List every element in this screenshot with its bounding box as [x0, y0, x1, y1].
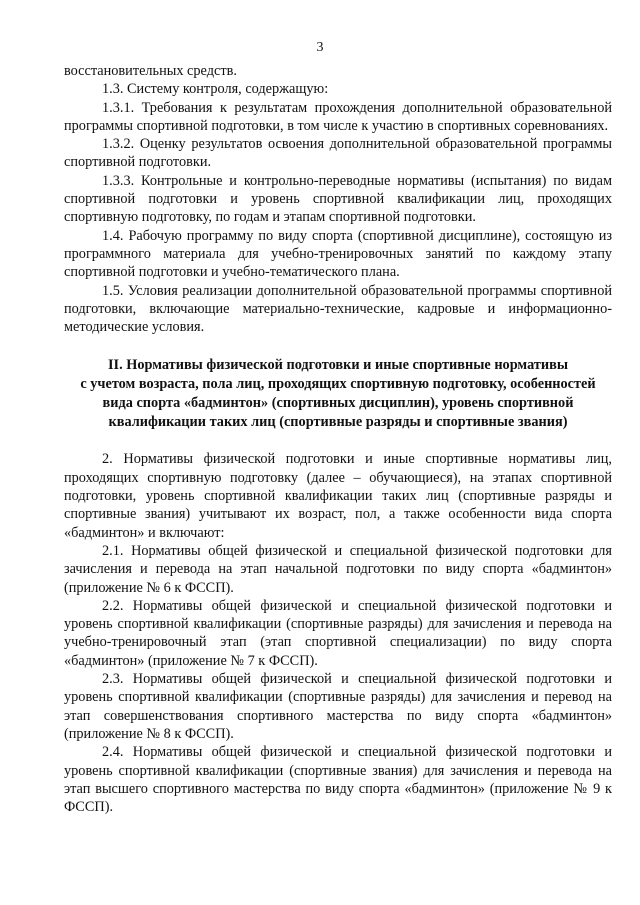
- paragraph-1-4: 1.4. Рабочую программу по виду спорта (спортивной дисциплине), состоящую из программного материала для учебно-тренировочных занятий по каждому этапу спортивной подготовки и учебно-тематического плана.: [64, 227, 612, 281]
- page-number: 3: [316, 40, 324, 55]
- paragraph-1-3: 1.3. Систему контроля, содержащую:: [102, 81, 329, 98]
- paragraph-2-2: 2.2. Нормативы общей физической и специальной физической подготовки и уровень спортивной квалификации (спортивные разряды) для зачисления и перевода на учебно-тренировочный этап (этап спортивной специализации) по виду спорта «бадминтон» (приложение № 7 к ФССП).: [64, 597, 612, 669]
- paragraph-1-3-2: 1.3.2. Оценку результатов освоения дополнительной образовательной программы спортивной подготовки.: [64, 136, 612, 171]
- paragraph-continuation: восстановительных средств.: [64, 63, 237, 79]
- section-heading: [64, 356, 612, 432]
- heading-line: II. Нормативы физической подготовки и иные спортивные нормативы: [107, 357, 568, 374]
- document-body: [64, 62, 612, 816]
- paragraph-1-3-1: 1.3.1. Требования к результатам прохождения дополнительной образовательной программы спортивной подготовки, в том числе к участию в спортивных соревнованиях.: [64, 99, 612, 134]
- paragraph-2-4: 2.4. Нормативы общей физической и специальной физической подготовки и уровень спортивной квалификации (спортивные звания) для зачисления и перевода на этап высшего спортивного мастерства по виду спорта «бадминтон» (приложение № 9 к ФССП).: [64, 744, 612, 816]
- paragraph-2-1: 2.1. Нормативы общей физической и специальной физической подготовки для зачисления и перевода на этап начальной подготовки по виду спорта «бадминтон» (приложение № 6 к ФССП).: [64, 542, 612, 596]
- paragraph-1-5: 1.5. Условия реализации дополнительной образовательной программы спортивной подготовки, включающие материально-технические, кадровые и информационно-методические условия.: [64, 282, 612, 336]
- paragraph-2: 2. Нормативы физической подготовки и иные спортивные нормативы лиц, проходящих спортивную подготовку (далее – обучающиеся), на этапах спортивной подготовки, уровень спортивной квалификации таких лиц (спортивные разряды и спортивные звания) учитывают их возраст, пол, а также особенности вида спорта «бадминтон» и включают:: [64, 451, 612, 541]
- heading-line: квалификации таких лиц (спортивные разряды и спортивные звания): [108, 414, 568, 431]
- paragraph-2-3: 2.3. Нормативы общей физической и специальной физической подготовки и уровень спортивной квалификации (спортивные разряды) для зачисления и перевод на этап совершенствования спортивного мастерства по виду спорта «бадминтон» (приложение № 8 к ФССП).: [64, 671, 612, 742]
- heading-line: с учетом возраста, пола лиц, проходящих спортивную подготовку, особенностей: [80, 376, 596, 393]
- paragraph-1-3-3: 1.3.3. Контрольные и контрольно-переводные нормативы (испытания) по видам спортивной подготовки и уровень спортивной квалификации лиц, проходящих спортивную подготовку, по годам и этапам спортивной подготовки.: [64, 172, 612, 226]
- heading-line: вида спорта «бадминтон» (спортивных дисциплин), уровень спортивной: [102, 395, 574, 412]
